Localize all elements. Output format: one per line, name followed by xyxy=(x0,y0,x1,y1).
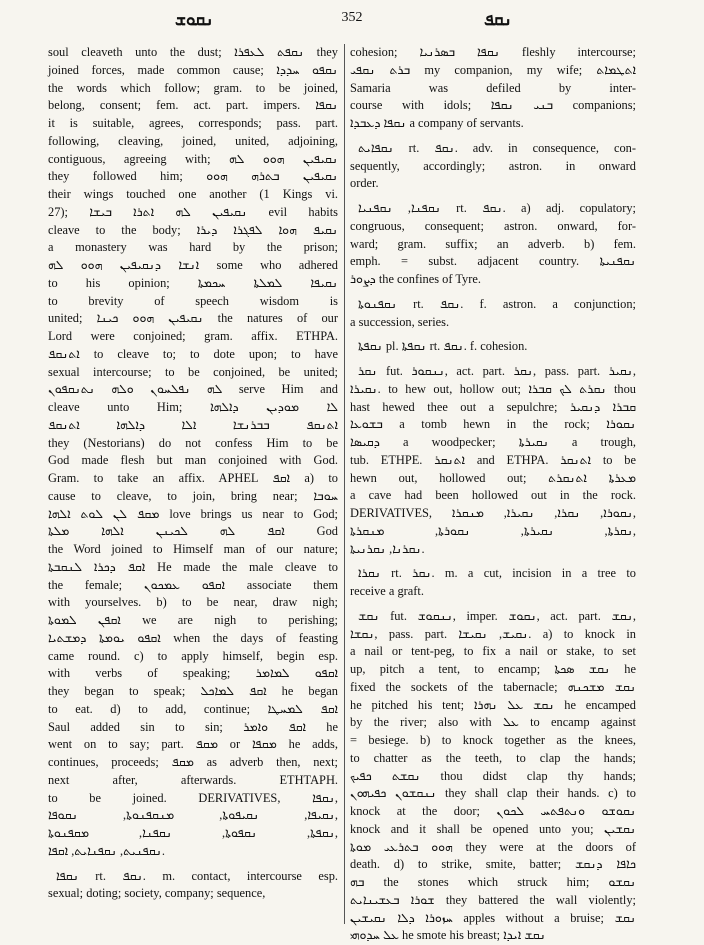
text-line: Samaria was defiled by inter- xyxy=(350,80,636,95)
text-line: order. xyxy=(350,176,379,191)
text-line: united; ܢܩܝܦܝܢ ܗܘܘ ܟܝܢܐ the natures of our xyxy=(48,311,338,326)
text-line: ܐܩܦ ܠܗ ܠܟܝܢܢ ܐܠܗܐ ܡܠܬܐ God xyxy=(48,524,338,539)
text-line: ܢܩܫܬ ܟܦܝܟ thou didst clap thy hands; xyxy=(350,768,636,783)
text-line: continues, proceeds; ܡܩܦ as adverb then, next; xyxy=(48,755,338,769)
text-line: cohesion; ܢܩܦܐ ܒܣܪܢܝܐ fleshly intercourse; xyxy=(350,45,636,59)
text-line: ܠܗ ܢܦܠܚܘܢ ܘܠܗ ܢܬܢܩܦܘܢ serve Him and xyxy=(48,382,338,397)
text-line: ܢܩܦܐ ܕܥܒܕܐ a company of servants. xyxy=(350,116,524,130)
text-line: fixed the sockets of the tabernacle; ܢܩܫ ܡܫܟܢܗ xyxy=(350,679,636,694)
text-line: ܐܬܢܩܦ to cleave to; to dote upon; to have xyxy=(48,346,338,361)
entry-gap xyxy=(350,558,636,565)
text-line: Saul added sin to sin; ܐܩܦ ܘܐܡܪ he xyxy=(48,719,338,734)
text-line: soul cleaveth unto the dust; ܢܩܦܬ ܠܥܦܪܐ they xyxy=(48,45,338,59)
text-line: knock at the door; ܢܩܘܫܘ ܘܢܬܦܬܚ ܠܟܘܢ xyxy=(350,804,636,818)
text-line: ܢܩܪ fut. ܢܢܩܘܪ, act. part. ܢܩܪ, pass. part. ܢܩܝܪ, xyxy=(358,364,636,378)
text-line: a monastery was hard by the prison; xyxy=(48,240,338,255)
text-line: came round. c) to apply himself, begin esp. xyxy=(48,648,338,663)
text-line: ܐܢܫܐ ܕܢܩܝܦܝܢ ܗܘܘ ܠܗ some who adhered xyxy=(48,258,338,272)
entry-gap xyxy=(350,601,636,608)
text-line: ܢܩܦܬܐ, ܢܩܦܘܬܐ, ܢܩܦܢܐ, ܡܩܦܢܘܬܐ, xyxy=(48,826,338,840)
left-column xyxy=(48,44,338,930)
text-line: they followed him; ܢܩܝܦܝܢ ܒܬܪܗ ܗܘܘ xyxy=(48,169,338,184)
text-line: ܢܩܦܢܘܬܐ rt. ܢܩܦ. f. astron. a conjunction; xyxy=(358,296,636,311)
text-line: ܢܩܪܬܐ, ܢܩܝܪܬܐ, ܢܩܘܪܬܐ, ܡܢܩܪܬܐ, xyxy=(350,523,636,538)
text-line: cleave unto Him; ܠܐ ܡܘܕܝܢ ܕܐܠܗܐ xyxy=(48,400,338,414)
column-divider xyxy=(344,44,345,924)
text-line: 27); ܢܩܝܦܝܢ ܠܗ ܐܬܪܐ ܒܝܫܐ evil habits xyxy=(48,204,339,219)
running-head-left: ܢܩܘܫ xyxy=(175,10,214,30)
text-line: they began to speak; ܐܩܦ ܠܡܐܟܠ he began xyxy=(48,684,338,698)
text-line: God made flesh but man conjoined with God. xyxy=(48,453,338,468)
text-line: sexual; doting; society, company; sequence, xyxy=(48,886,266,901)
text-line: ܢܩܫܐ, pass. part. ܢܩܝܫ, ܢܩܝܫܐ. a) to knock in xyxy=(350,626,636,641)
text-line: hewn out, hollowed out; ܡܥܪܬܐ ܐܬܢܩܪܬ xyxy=(350,470,636,485)
text-line: to be joined. DERIVATIVES, ܢܩܦܐ, xyxy=(48,790,338,805)
text-line: to his opinion; ܢܩܝܦܐ ܠܡܠܬܐ ܚܟܡܬܐ xyxy=(48,275,338,290)
text-line: contiguous, agreeing with; ܢܩܝܦܝܢ ܗܘܘ ܠܗ xyxy=(48,151,338,166)
entry-gap xyxy=(48,861,338,868)
text-line: up, pitch a tent, to encamp; ܢܩܫ ܣܟܬܐ he xyxy=(350,662,636,676)
text-line: ܫܘܪܐ ܒܥܫܝܢܐܝܬ they battered the wall violently; xyxy=(350,892,636,907)
text-line: by the river; also with ܥܠ to encamp against xyxy=(350,715,636,730)
text-line: a cave had been hollowed out in the rock. xyxy=(350,488,636,503)
text-line: belong, consent; fem. act. part. impers. ܢܩܦܐ xyxy=(48,98,338,113)
text-line: cause to cleave, to join, bring near; ܚܘܒܐ xyxy=(48,488,338,503)
text-line: ܐܩܦܢ ܠܡܘܬܐ we are nigh to perishing; xyxy=(48,613,338,627)
text-line: ܢܩܫ fut. ܢܢܩܘܫ, imper. ܢܩܘܫ, act. part. ܢܩܫ, xyxy=(358,608,637,623)
text-line: it is suitable, agrees, corresponds; pass. part. xyxy=(48,116,338,130)
text-line: ܕܩܝܣܐ a woodpecker; ܢܩܝܪܬܐ a trough, xyxy=(350,435,636,449)
text-line: ܢܢܩܫܘܢ ܟܦܝܗܘܢ they shall clap their hands. c) to xyxy=(350,786,637,801)
text-line: a nail or tent-peg, to fix a nail or stake, to set xyxy=(350,644,636,659)
page-header xyxy=(0,8,704,36)
text-line: hast hewed thee out a sepulchre; ܩܒܪܐ ܕܢܩܝܪ xyxy=(350,399,637,414)
text-line: ܢܩܦܐ rt. ܢܩܦ. m. contact, intercourse esp. xyxy=(56,868,338,883)
text-line: Lord were conjoined; gram. affix. ETHPA. xyxy=(48,329,338,343)
text-line: ܢܩܝܪܐ. to hew out, hollow out; ܢܩܪܬ ܠܟ ܩܒܪܐ thou xyxy=(350,381,636,396)
text-line: with yourselves. b) to be near, draw nigh; xyxy=(48,595,338,610)
text-line: with verbs of speaking; ܐܩܦܘ ܠܡܐܡܪ xyxy=(48,666,339,681)
entry-gap xyxy=(350,356,636,363)
text-line: the Word joined to Himself man of our nature; xyxy=(48,542,338,556)
text-line: to chatter as the teeth, to clap the hands; xyxy=(350,750,636,765)
text-line: went on to say; part. ܡܩܦ or ܡܩܦܐ he adds, xyxy=(48,737,338,752)
entry-gap xyxy=(350,193,636,200)
text-line: ܗܘܘ ܒܬܪܥܝ ܡܘܬܐ they were at the doors of xyxy=(350,839,636,854)
text-line: ܢܩܪܐ rt. ܢܩܪ. m. a cut, incision in a tree to xyxy=(358,566,636,581)
text-line: ܒܫܘܥܐ a tomb hewn in the rock; ܢܩܘܪܐ xyxy=(350,417,636,432)
text-line: cleave to the body; ܢܩܝܦ ܗܘܐ ܠܦܓܪܐ ܕܝܪܐ xyxy=(48,222,339,237)
entry-gap xyxy=(350,331,636,338)
text-line: receive a graft. xyxy=(350,584,424,598)
text-line: ܚܙܘܪܐ ܕܠܐ ܢܩܝܫܝܢ apples without a bruise; ܢܩܫ xyxy=(350,910,636,925)
text-line: ܥܠ ܚܕܘܗܝ he smote his breast; ܢܩܫ ܐܝܕܐ xyxy=(350,928,546,943)
running-head-right: ܢܩܦ xyxy=(484,10,512,30)
text-line: ܐܬܢܩܦ ܒܒܪܢܫܐ ܐܠܐ ܕܐܠܗܐ ܐܬܢܩܦ xyxy=(48,417,338,432)
text-line: knock and it shall be opened unto you; ܢܩܫܝܢ xyxy=(350,821,636,836)
text-line: ܢܩܝܦܐ, ܢܩܝܦܘܬܐ, ܡܢܩܦܢܘܬܐ, ܢܩܘܦܐ, xyxy=(48,808,338,823)
text-line: ܢܩܪܢܐ, ܢܩܪܢܝܬܐ. xyxy=(350,541,425,556)
text-line: following, cleaving, joined, united, adjoining, xyxy=(48,133,338,148)
text-line: he pitched his tent; ܢܩܫ ܥܠ ܢܗܪܐ he encamped xyxy=(350,697,636,712)
text-line: emph. = subst. adjacent country. ܢܩܦܢܝܬܐ xyxy=(350,254,636,269)
text-line: ward; gram. suffix; an adverb. b) fem. xyxy=(350,236,636,251)
text-line: ܢܩܦܐܝܬ rt. ܢܩܦ. adv. in consequence, con- xyxy=(358,140,636,155)
text-line: next after, afterwards. ETHTAPH. xyxy=(48,772,338,787)
text-line: the female; ܐܩܦܘ ܥܡܟܘܢ associate them xyxy=(48,577,338,592)
text-line: the words which follow; gram. to be joined, xyxy=(48,80,338,95)
text-line: sexual intercourse; to be conjoined, be united; xyxy=(48,364,338,379)
text-line: ܢܩܦܢܝܬ, ܢܩܦܢܐܝܬ, ܐܩܦܐ. xyxy=(48,843,165,858)
text-line: ܕܨܘܪ the confines of Tyre. xyxy=(350,272,481,286)
text-line: their wings touched one another (1 Kings vi. xyxy=(48,187,338,201)
text-line: ܐܩܦ ܕܟܪܐ ܠܢܩܒܬܐ He made the male cleave to xyxy=(48,559,338,574)
text-line: to brevity of speech wisdom is xyxy=(48,293,338,308)
text-line: joined forces, made common cause; ܢܩܦܘ ܚܕܕܐ xyxy=(48,62,338,77)
text-line: DERIVATIVES, ܢܩܘܪܐ, ܢܩܪܐ, ܢܩܝܪܐ, ܡܢܩܪܐ, xyxy=(350,506,636,520)
text-line: ܐܩܦܘ ܝܘܡܬܐ ܕܡܫܬܝܐ when the days of feasting xyxy=(48,630,338,645)
text-line: tub. ETHPE. ܐܬܢܩܪ and ETHPA. ܐܬܢܩܪ to be xyxy=(350,452,636,467)
text-line: to eat. d) to add, continue; ܐܩܦ ܠܡܚܛܐ xyxy=(48,701,338,716)
text-line: ܢܩܦܬܐ pl. ܢܩܦܬܐ rt. ܢܩܦ. f. cohesion. xyxy=(358,339,528,354)
text-line: ܡܩܦ ܠܢ ܠܘܬ ܐܠܗܐ love brings us near to God; xyxy=(48,506,338,521)
text-line: ܒܪܬ ܢܩܦܝ my companion, my wife; ܐܬܛܡܐܬ xyxy=(350,62,636,77)
text-line: ܒܗ the stones which struck him; ܢܩܫܘ xyxy=(350,875,636,889)
entry-gap xyxy=(350,289,636,296)
page-number: 352 xyxy=(341,10,363,25)
text-line: Gram. to take an affix. APHEL ܐܩܦ a) to xyxy=(48,471,338,485)
text-line: = besiege. b) to knock together as the knees, xyxy=(350,733,636,747)
text-line: they (Nestorians) do not confess Him to be xyxy=(48,435,338,450)
text-line: congruous, consequent; astron. onward, for- xyxy=(350,218,636,233)
text-line: sequently, accordingly; astron. in onward xyxy=(350,158,636,173)
right-column xyxy=(350,44,637,943)
text-line: a succession, series. xyxy=(350,314,450,329)
text-line: course with idols; ܒܢܝ ܢܩܦܐ companions; xyxy=(350,98,636,113)
entry-gap xyxy=(350,133,636,140)
text-line: ܢܩܦܢܐ, ܢܩܦܢܝܐ rt. ܢܩܦ. a) adj. copulatory; xyxy=(358,201,636,215)
text-line: death. d) to strike, smite, batter; ܟܐܦܐ ܕܢܩܫ xyxy=(350,857,636,872)
